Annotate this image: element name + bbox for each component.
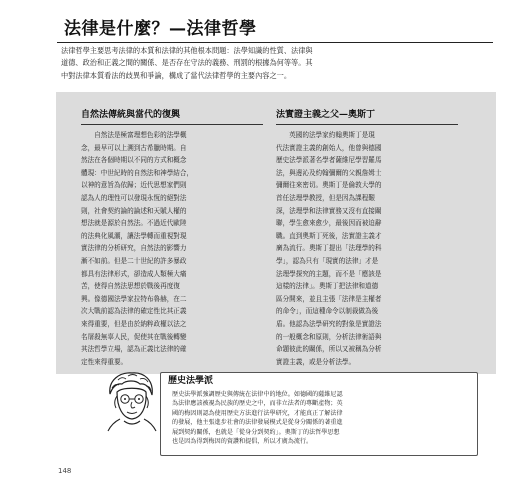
text-line: 廣為流行。奧斯丁提出「法理學的科 xyxy=(276,244,382,253)
text-line: 自然法是極富理想色彩的法學概 xyxy=(81,131,187,139)
text-line: 定性來得重要。 xyxy=(81,357,128,366)
text-line: 盾。他認為法學研究的對象是實證法 xyxy=(276,319,382,328)
text-line: 的法典化風潮，讓法學轉而重視對現 xyxy=(81,231,187,240)
scholar-portrait-icon xyxy=(100,368,162,432)
text-line: 實證主義，或是分析法學。 xyxy=(276,357,356,366)
text-line: 歷史法學派著名學者薩維尼學習羅馬 xyxy=(276,156,382,165)
text-line: 也是因為得到梅因的資讚和提倡，所以才廣為流行。 xyxy=(172,438,313,446)
historical-school-text xyxy=(172,390,472,446)
text-line: 展到契約關係，也就是「從身分到契約」。奧斯丁的法哲學思想 xyxy=(172,428,340,436)
text-line: 的發展，他主張進步社會的法律發展模式是從身分關係的著重進 xyxy=(172,419,343,427)
text-line: 聯，學生愈來愈少，最後因而被迫辭 xyxy=(276,219,382,228)
historical-school-title: 歷史法學派 xyxy=(168,376,214,386)
text-line: 都具有法律形式，卻造成人類極大痛 xyxy=(81,269,187,278)
legal-positivism-section xyxy=(276,108,476,368)
text-line: 念，最早可以上溯到古希臘時期。自 xyxy=(81,143,187,152)
intro-line: 道德、政治和正義之間的關係、是否存在守法的義務、刑罰的根據為何等等。其 xyxy=(61,58,313,68)
intro-paragraph xyxy=(61,45,493,82)
text-line: 法理學探究的主題，而不是「應該是 xyxy=(276,269,382,278)
text-line: 其法哲學立場，認為正義比法律的確 xyxy=(81,345,187,354)
text-line: 區分開來，並且主張「法律是主權者 xyxy=(276,294,382,303)
text-line: 彌爾往來密切。奧斯丁是倫敦大學的 xyxy=(276,181,382,190)
text-line: 以神的意旨為依歸；近代思想家們則 xyxy=(81,181,187,190)
title-divider xyxy=(57,42,493,43)
natural-law-section xyxy=(81,108,281,368)
text-line: 次大戰前認為法律的確定性比其正義 xyxy=(81,307,187,316)
text-line: 歷史法學派強調歷史與傳統在法律中的地位。如德國的薩維尼認 xyxy=(172,391,343,398)
text-line: 法，與邊沁及約翰彌爾的父親詹姆士 xyxy=(276,168,382,177)
natural-law-heading: 自然法傳統與當代的復興 xyxy=(81,108,263,125)
text-line: 職。直到奧斯丁死後，法實證主義才 xyxy=(276,231,382,240)
text-line: 的命令」，而這種命令以制裁做為後 xyxy=(276,307,379,316)
text-line: 首任法理學教授，但是因為課程艱 xyxy=(276,193,375,202)
intro-line: 中對法律本質看法的歧異和爭論，構成了當代法律哲學的主要內容之一。 xyxy=(61,70,292,80)
text-line: 這樣的法律」。奧斯丁把法律和道德 xyxy=(276,282,379,291)
legal-positivism-heading: 法實證主義之父—奧斯丁 xyxy=(276,108,458,125)
text-line: 實法律的分析研究，自然法的影響力 xyxy=(81,244,187,253)
text-line: 興。像德國法學家拉特布魯赫，在二 xyxy=(81,294,187,303)
text-line: 深，法理學和法律實務又沒有直接關 xyxy=(276,206,382,215)
text-line: 英國的法學家約翰奧斯丁是現 xyxy=(276,131,375,139)
text-line: 漸不如前。但是二十世紀的許多暴政 xyxy=(81,256,187,265)
text-line: 學」，認為只有「現實的法律」才是 xyxy=(276,256,379,265)
text-line: 來得重要，但是由於納粹政權以法之 xyxy=(81,319,187,328)
text-line: 則，社會契約論的論述和天賦人權的 xyxy=(81,206,187,215)
text-line: 為法律應該被視為民族的歷史之中，而非立法者的專斷產物；英 xyxy=(172,400,343,408)
page-number: 148 xyxy=(58,467,72,475)
text-line: 認為人的理性可以發現永恆的絕對法 xyxy=(81,193,187,202)
legal-positivism-text xyxy=(276,129,476,368)
text-line: 命題彼此的關係，所以又被稱為分析 xyxy=(276,345,382,354)
text-line: 名屠殺無辜人民，促使其在戰後轉變 xyxy=(81,332,187,341)
page-title: 法律是什麼？—法律哲學 xyxy=(64,19,257,39)
natural-law-text xyxy=(81,129,281,368)
intro-line: 法律哲學主要思考法律的本質和法律的其他根本問題：法學知識的性質、法律與 xyxy=(61,46,313,55)
text-line: 苦，使得自然法思想於戰後再度復 xyxy=(81,282,180,291)
text-line: 代法實證主義的創始人，他曾與德國 xyxy=(276,143,382,152)
text-line: 的一般概念和原則，分析法律術語與 xyxy=(276,332,382,341)
text-line: 然法在各個時期以不同的方式和概念 xyxy=(81,156,187,165)
text-line: 國的梅因則認為使用歷史方法進行法學研究，才能真正了解法律 xyxy=(172,409,343,417)
text-line: 體現：中世紀時的自然法和神學結合， xyxy=(81,168,194,177)
text-line: 想法就是源於自然法。不過近代歐陸 xyxy=(81,219,187,228)
